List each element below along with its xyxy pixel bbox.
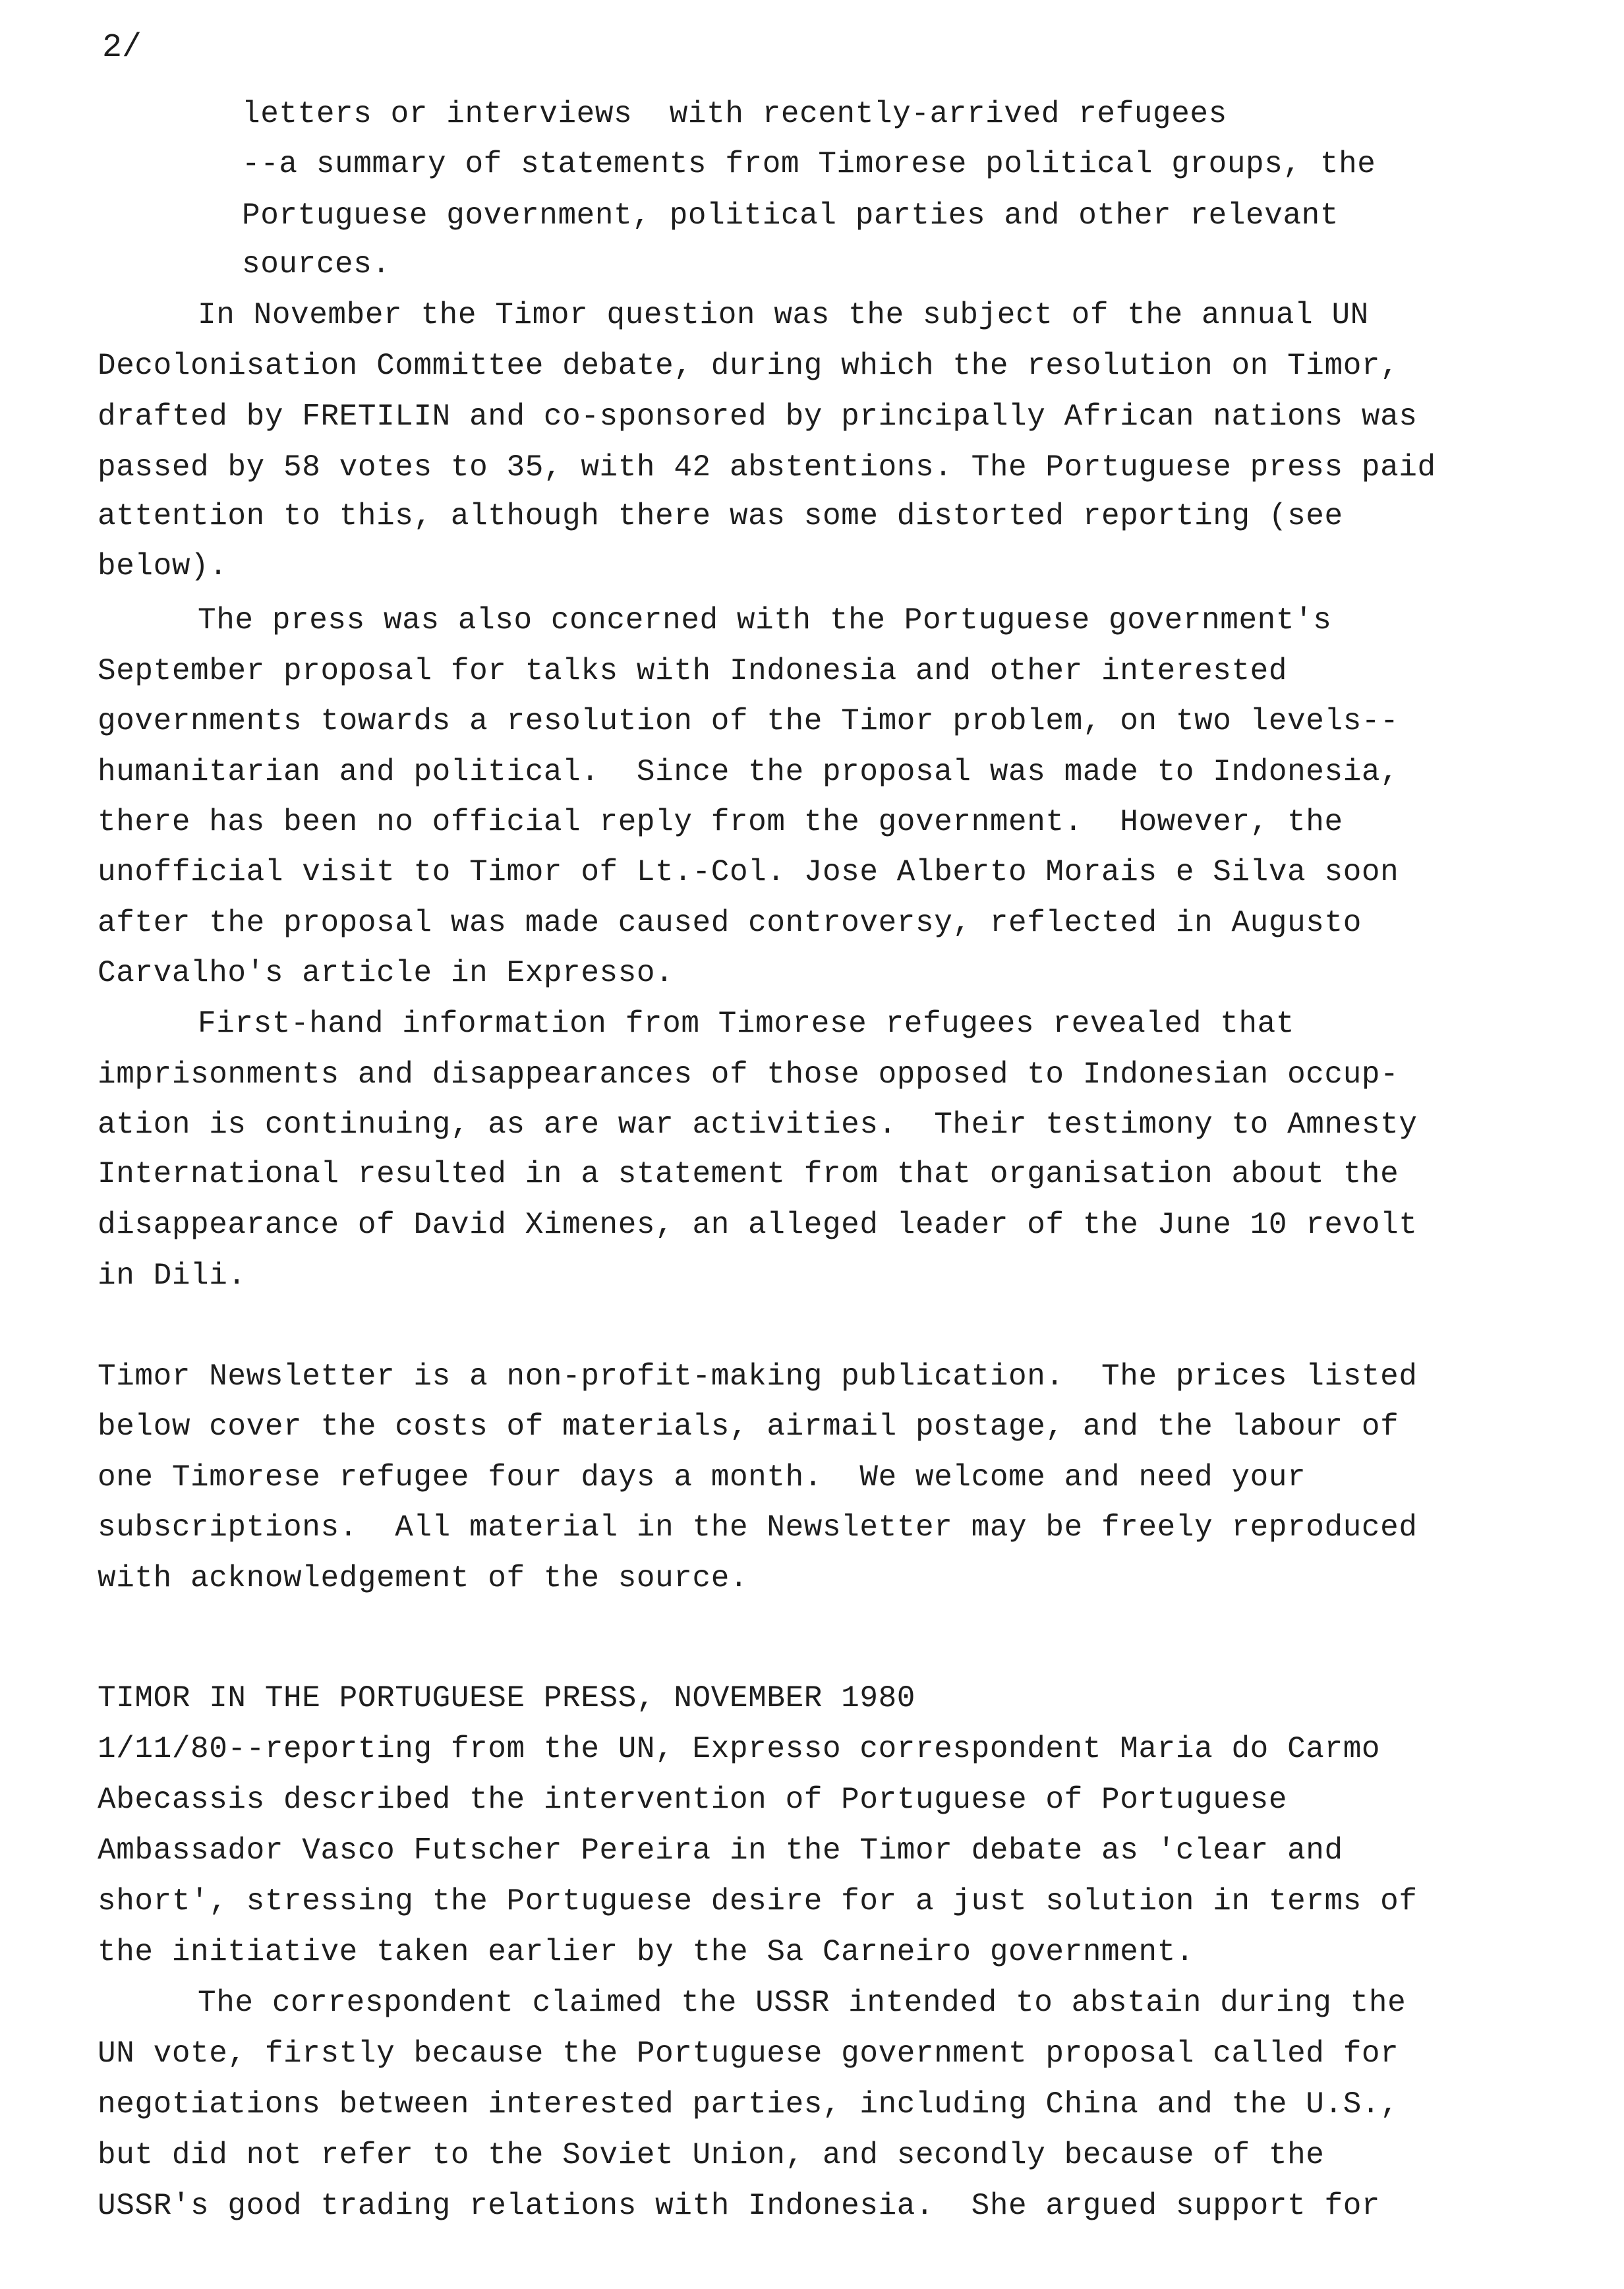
text-line: USSR's good trading relations with Indonesia. She argued support for xyxy=(98,2189,1381,2223)
text-line: Portuguese government, political parties and other relevant xyxy=(242,198,1339,233)
text-line: governments towards a resolution of the Timor problem, on two levels-- xyxy=(98,704,1399,738)
text-line: Decolonisation Committee debate, during which the resolution on Timor, xyxy=(98,349,1399,383)
text-line: First-hand information from Timorese refugees revealed that xyxy=(198,1007,1295,1041)
text-line: letters or interviews with recently-arrived refugees xyxy=(242,97,1227,131)
text-line: humanitarian and political. Since the proposal was made to Indonesia, xyxy=(98,755,1399,789)
text-line: there has been no official reply from the government. However, the xyxy=(98,805,1343,839)
text-line: drafted by FRETILIN and co-sponsored by principally African nations was xyxy=(98,400,1418,434)
text-line: sources. xyxy=(242,247,391,282)
text-line: disappearance of David Ximenes, an alleged leader of the June 10 revolt xyxy=(98,1208,1418,1242)
text-line: ation is continuing, as are war activities. Their testimony to Amnesty xyxy=(98,1108,1418,1142)
text-line: Ambassador Vasco Futscher Pereira in the Timor debate as 'clear and xyxy=(98,1833,1343,1868)
text-line: passed by 58 votes to 35, with 42 abstentions. The Portuguese press paid xyxy=(98,450,1436,485)
text-line: one Timorese refugee four days a month. We welcome and need your xyxy=(98,1460,1306,1495)
text-line: with acknowledgement of the source. xyxy=(98,1561,749,1595)
text-line: attention to this, although there was some distorted reporting (see xyxy=(98,499,1343,533)
text-line: --a summary of statements from Timorese political groups, the xyxy=(242,147,1376,181)
text-line: after the proposal was made caused controversy, reflected in Augusto xyxy=(98,906,1362,940)
text-line: but did not refer to the Soviet Union, and secondly because of the xyxy=(98,2138,1325,2172)
text-line: September proposal for talks with Indonesia and other interested xyxy=(98,654,1288,688)
text-line: International resulted in a statement from that organisation about the xyxy=(98,1157,1399,1191)
text-line: Timor Newsletter is a non-profit-making publication. The prices listed xyxy=(98,1359,1418,1394)
text-line: negotiations between interested parties, including China and the U.S., xyxy=(98,2087,1399,2122)
text-line: subscriptions. All material in the Newsletter may be freely reproduced xyxy=(98,1510,1418,1545)
text-line: Abecassis described the intervention of Portuguese of Portuguese xyxy=(98,1783,1288,1817)
section-title: TIMOR IN THE PORTUGUESE PRESS, NOVEMBER 1980 xyxy=(98,1681,915,1715)
text-line: 1/11/80--reporting from the UN, Expresso correspondent Maria do Carmo xyxy=(98,1732,1381,1766)
text-line: imprisonments and disappearances of those opposed to Indonesian occup- xyxy=(98,1057,1399,1092)
text-line: short', stressing the Portuguese desire for a just solution in terms of xyxy=(98,1884,1418,1918)
text-line: UN vote, firstly because the Portuguese government proposal called for xyxy=(98,2036,1399,2071)
text-line: unofficial visit to Timor of Lt.-Col. Jose Alberto Morais e Silva soon xyxy=(98,855,1399,889)
text-line: below cover the costs of materials, airmail postage, and the labour of xyxy=(98,1410,1399,1444)
text-line: the initiative taken earlier by the Sa Carneiro government. xyxy=(98,1935,1195,1969)
text-line: The press was also concerned with the Portuguese government's xyxy=(198,603,1332,638)
text-line: in Dili. xyxy=(98,1259,246,1293)
text-line: The correspondent claimed the USSR intended to abstain during the xyxy=(198,1986,1406,2020)
text-line: below). xyxy=(98,549,228,583)
page-number: 2/ xyxy=(102,29,142,67)
text-line: In November the Timor question was the subject of the annual UN xyxy=(198,298,1369,332)
text-line: Carvalho's article in Expresso. xyxy=(98,956,674,990)
